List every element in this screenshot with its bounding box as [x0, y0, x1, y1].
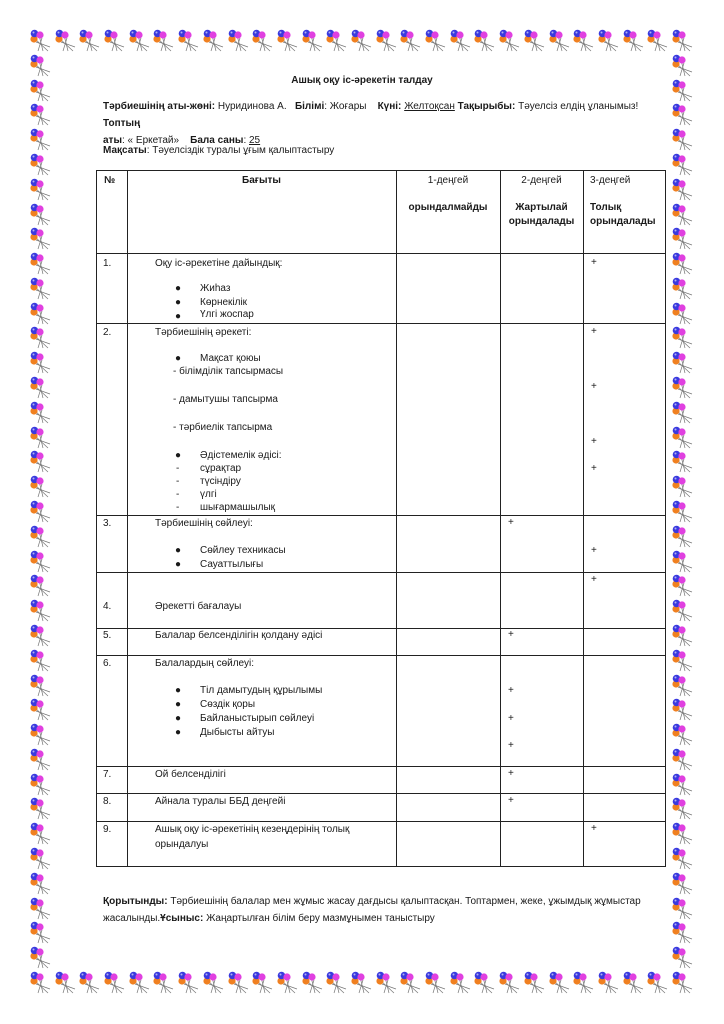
row-divider: [96, 323, 666, 324]
balloon-icon: [30, 773, 52, 797]
row-2-bullet-method: Әдістемелік әдісі:: [200, 450, 282, 461]
balloon-icon: [30, 153, 52, 177]
balloon-icon: [30, 847, 52, 871]
balloon-icon: [277, 971, 299, 995]
row-6-bullet: Тіл дамытудың құрылымы: [200, 685, 323, 696]
row-9-title-1: Ашық оқу іс-әрекетінің кезеңдерінің толық: [155, 824, 350, 835]
balloon-icon: [302, 29, 324, 53]
balloon-icon: [499, 29, 521, 53]
balloon-icon: [30, 500, 52, 524]
header-level3-bottom-1: Толық: [590, 202, 622, 213]
group-label-2: аты: [103, 135, 122, 146]
teacher-label: Тәрбиешінің аты-жөні:: [103, 101, 216, 112]
balloon-icon: [573, 29, 595, 53]
balloon-icon: [178, 29, 200, 53]
balloon-icon: [672, 550, 694, 574]
balloon-icon: [672, 227, 694, 251]
balloon-icon: [672, 475, 694, 499]
table-divider-level1: [500, 170, 501, 866]
row-5-num: 5.: [103, 630, 112, 641]
balloon-icon: [672, 252, 694, 276]
balloon-icon: [672, 723, 694, 747]
balloon-icon: [30, 946, 52, 970]
date-value: Желтоқсан: [404, 101, 455, 112]
bullet-icon: ●: [175, 450, 182, 461]
bullet-icon: ●: [175, 699, 182, 710]
goal-value: : Тәуелсіздік туралы ұғым қалыптастыру: [146, 145, 335, 156]
conclusion-label: Қорытынды:: [103, 896, 168, 907]
suggestion-value: Жаңартылған білім беру мазмұнымен таныстыру: [203, 913, 435, 924]
balloon-icon: [672, 599, 694, 623]
bullet-icon: ●: [175, 545, 182, 556]
row-1-title: Оқу іс-әрекетіне дайындық:: [155, 258, 283, 269]
balloon-icon: [549, 971, 571, 995]
balloon-icon: [30, 822, 52, 846]
row-3-title: Тәрбиешінің сөйлеуі:: [155, 518, 253, 529]
goal-label: Мақсаты: [103, 145, 147, 156]
row-divider: [96, 821, 666, 822]
row-8-num: 8.: [103, 796, 112, 807]
balloon-icon: [326, 971, 348, 995]
balloon-icon: [672, 921, 694, 945]
balloon-icon: [30, 103, 52, 127]
balloon-icon: [400, 971, 422, 995]
balloon-icon: [672, 326, 694, 350]
row-4-mark-level3: +: [591, 574, 597, 585]
balloon-icon: [30, 550, 52, 574]
balloon-icon: [30, 128, 52, 152]
balloon-icon: [672, 624, 694, 648]
row-1-bullet: Көрнекілік: [200, 297, 248, 308]
row-9-num: 9.: [103, 824, 112, 835]
balloon-icon: [30, 376, 52, 400]
date-label: Күні:: [377, 101, 402, 112]
balloon-icon: [672, 698, 694, 722]
balloon-icon: [351, 971, 373, 995]
row-6-num: 6.: [103, 658, 112, 669]
balloon-icon: [55, 29, 77, 53]
balloon-icon: [672, 773, 694, 797]
balloon-icon: [30, 401, 52, 425]
children-label: Бала саны: [190, 135, 244, 146]
balloon-icon: [30, 227, 52, 251]
suggestion-label: Ұсыныс:: [160, 913, 204, 924]
balloon-icon: [30, 450, 52, 474]
balloon-icon: [672, 525, 694, 549]
balloon-icon: [672, 128, 694, 152]
bullet-icon: ●: [175, 559, 182, 570]
header-level2-top: 2-деңгей: [521, 175, 562, 186]
balloon-icon: [30, 723, 52, 747]
balloon-icon: [672, 203, 694, 227]
row-5-title: Балалар белсенділігін қолдану әдісі: [155, 630, 323, 641]
balloon-icon: [672, 649, 694, 673]
header-num: №: [104, 175, 116, 186]
balloon-icon: [672, 971, 694, 995]
dash-icon: -: [176, 463, 180, 474]
balloon-icon: [672, 302, 694, 326]
row-2-mark-level3: +: [591, 436, 597, 447]
row-2-mark-level3: +: [591, 381, 597, 392]
balloon-icon: [30, 897, 52, 921]
balloon-icon: [30, 302, 52, 326]
bullet-icon: ●: [175, 297, 182, 308]
row-6-bullet: Байланыстырып сөйлеуі: [200, 713, 315, 724]
group-label-1: Топтың: [103, 118, 141, 129]
education-label: Білімі: [294, 101, 325, 112]
balloon-icon: [647, 971, 669, 995]
balloon-icon: [524, 29, 546, 53]
row-7-num: 7.: [103, 769, 112, 780]
row-9-title-2: орындалуы: [155, 839, 209, 850]
balloon-icon: [672, 376, 694, 400]
balloon-icon: [623, 971, 645, 995]
balloon-icon: [598, 971, 620, 995]
row-2-subitem: шығармашылық: [200, 502, 276, 513]
row-6-mark-level2: +: [508, 740, 514, 751]
balloon-icon: [30, 525, 52, 549]
topic-value: Тәуелсіз елдің ұланымыз!: [515, 101, 639, 112]
balloon-icon: [30, 426, 52, 450]
row-1-bullet: Жиһаз: [200, 283, 231, 294]
balloon-icon: [203, 29, 225, 53]
header-level3-bottom-2: орындалады: [590, 216, 656, 227]
balloon-icon: [672, 178, 694, 202]
children-value: 25: [249, 135, 261, 146]
balloon-icon: [672, 872, 694, 896]
row-3-bullet: Сауаттылығы: [200, 559, 264, 570]
table-border-right: [665, 170, 666, 866]
balloon-icon: [30, 797, 52, 821]
row-2-mark-level3: +: [591, 326, 597, 337]
header-level1-top: 1-деңгей: [427, 175, 469, 186]
footer-block: [103, 893, 663, 927]
row-2-title: Тәрбиешінің әрекеті:: [155, 327, 252, 338]
balloon-icon: [30, 178, 52, 202]
balloon-icon: [672, 277, 694, 301]
balloon-icon: [129, 971, 151, 995]
balloon-icon: [598, 29, 620, 53]
balloon-icon: [30, 277, 52, 301]
balloon-icon: [376, 971, 398, 995]
row-2-subitem: түсіндіру: [200, 476, 241, 487]
balloon-icon: [326, 29, 348, 53]
balloon-icon: [228, 971, 250, 995]
row-divider: [96, 253, 666, 254]
bullet-icon: ●: [175, 353, 182, 364]
balloon-icon: [79, 29, 101, 53]
balloon-icon: [672, 426, 694, 450]
row-2-dash-3: - тәрбиелік тапсырма: [173, 422, 273, 433]
balloon-icon: [30, 351, 52, 375]
row-2-dash-2: - дамытушы тапсырма: [173, 394, 278, 405]
balloon-icon: [30, 475, 52, 499]
balloon-icon: [277, 29, 299, 53]
balloon-icon: [450, 971, 472, 995]
balloon-icon: [30, 203, 52, 227]
row-divider: [96, 515, 666, 516]
balloon-icon: [30, 698, 52, 722]
balloon-icon: [672, 897, 694, 921]
row-2-subitem: үлгі: [200, 489, 217, 500]
balloon-icon: [153, 971, 175, 995]
row-6-mark-level2: +: [508, 713, 514, 724]
goal-line: [103, 145, 334, 156]
header-level2-bottom-2: орындалады: [508, 216, 575, 227]
topic-label: Тақырыбы:: [457, 101, 516, 112]
balloon-icon: [425, 29, 447, 53]
balloon-icon: [104, 971, 126, 995]
balloon-icon: [672, 401, 694, 425]
row-2-dash-1: - білімділік тапсырмасы: [173, 366, 284, 377]
balloon-icon: [425, 971, 447, 995]
row-1-num: 1.: [103, 258, 112, 269]
header-level1-bottom: орындалмайды: [408, 202, 488, 213]
row-7-title: Ой белсенділігі: [155, 769, 226, 780]
row-3-mark-level3: +: [591, 545, 597, 556]
row-9-mark-level3: +: [591, 823, 597, 834]
balloon-icon: [672, 946, 694, 970]
balloon-icon: [30, 674, 52, 698]
balloon-icon: [252, 971, 274, 995]
balloon-icon: [129, 29, 151, 53]
balloon-icon: [400, 29, 422, 53]
table-border-left: [96, 170, 97, 866]
balloon-icon: [623, 29, 645, 53]
row-3-mark-level2: +: [508, 517, 514, 528]
row-5-mark-level2: +: [508, 629, 514, 640]
conclusion-value: Тәрбиешінің балалар мен жұмыс жасау дағдысы қалыптасқан. Топтармен, жеке, ұжымдық жұмыстар жасалынды.: [103, 896, 641, 924]
balloon-icon: [104, 29, 126, 53]
balloon-icon: [178, 971, 200, 995]
balloon-icon: [30, 252, 52, 276]
dash-icon: -: [176, 502, 180, 513]
balloon-icon: [30, 599, 52, 623]
balloon-icon: [524, 971, 546, 995]
header-direction: Бағыты: [242, 175, 281, 186]
balloon-icon: [573, 971, 595, 995]
balloon-icon: [30, 326, 52, 350]
balloon-icon: [672, 351, 694, 375]
balloon-icon: [30, 872, 52, 896]
row-4-num: 4.: [103, 601, 112, 612]
balloon-icon: [672, 450, 694, 474]
balloon-icon: [55, 971, 77, 995]
table-divider-num: [127, 170, 128, 866]
dash-icon: -: [176, 489, 180, 500]
balloon-icon: [474, 29, 496, 53]
balloon-icon: [672, 103, 694, 127]
row-3-bullet: Сөйлеу техникасы: [200, 545, 286, 556]
balloon-icon: [30, 971, 52, 995]
row-6-mark-level2: +: [508, 685, 514, 696]
header-level2-bottom-1: Жартылай: [515, 202, 568, 213]
education-value: : Жоғары: [324, 101, 367, 112]
group-value: : « Еркетай»: [122, 135, 180, 146]
balloon-icon: [252, 29, 274, 53]
bullet-icon: ●: [175, 685, 182, 696]
balloon-icon: [30, 29, 52, 53]
balloon-icon: [672, 574, 694, 598]
balloon-icon: [672, 748, 694, 772]
info-block: [103, 98, 663, 149]
row-1-mark-level3: +: [591, 257, 597, 268]
row-2-subitem: сұрақтар: [200, 463, 242, 474]
bullet-icon: ●: [175, 727, 182, 738]
balloon-icon: [499, 971, 521, 995]
balloon-icon: [672, 153, 694, 177]
balloon-icon: [228, 29, 250, 53]
row-6-title: Балалардың сөйлеуі:: [155, 658, 255, 669]
row-divider: [96, 793, 666, 794]
row-2-bullet-goal: Мақсат қоюы: [200, 353, 261, 364]
balloon-icon: [30, 574, 52, 598]
bullet-icon: ●: [175, 311, 182, 322]
balloon-icon: [450, 29, 472, 53]
balloon-icon: [672, 797, 694, 821]
balloon-icon: [376, 29, 398, 53]
children-colon: :: [243, 135, 249, 146]
balloon-icon: [672, 822, 694, 846]
row-8-mark-level2: +: [508, 795, 514, 806]
row-7-mark-level2: +: [508, 768, 514, 779]
row-6-bullet: Сөздік қоры: [200, 699, 256, 710]
teacher-value: Нуридинова А.: [215, 101, 287, 112]
header-level3-top: 3-деңгей: [590, 175, 631, 186]
balloon-icon: [672, 674, 694, 698]
balloon-icon: [153, 29, 175, 53]
row-2-mark-level3: +: [591, 463, 597, 474]
balloon-icon: [549, 29, 571, 53]
row-4-title: Әрекетті бағалауы: [155, 601, 242, 612]
balloon-icon: [30, 748, 52, 772]
balloon-icon: [647, 29, 669, 53]
balloon-icon: [302, 971, 324, 995]
balloon-icon: [351, 29, 373, 53]
dash-icon: -: [176, 476, 180, 487]
balloon-icon: [672, 847, 694, 871]
balloon-icon: [30, 624, 52, 648]
balloon-icon: [474, 971, 496, 995]
balloon-icon: [203, 971, 225, 995]
row-6-bullet: Дыбысты айтуы: [200, 727, 275, 738]
row-1-bullet: Үлгі жоспар: [200, 309, 254, 320]
table-divider-direction: [396, 170, 397, 866]
bullet-icon: ●: [175, 713, 182, 724]
balloon-icon: [30, 649, 52, 673]
row-2-num: 2.: [103, 327, 112, 338]
balloon-icon: [79, 971, 101, 995]
table-border-bottom: [96, 866, 666, 867]
row-8-title: Айнала туралы ББД деңгейі: [155, 796, 286, 807]
table-divider-level2: [583, 170, 584, 866]
balloon-icon: [30, 921, 52, 945]
document-title: Ашық оқу іс-әрекетін талдау: [291, 75, 433, 86]
row-divider: [96, 655, 666, 656]
balloon-icon: [672, 500, 694, 524]
balloon-icon: [672, 29, 694, 53]
table-border-top: [96, 170, 666, 171]
row-3-num: 3.: [103, 518, 112, 529]
row-divider: [96, 572, 666, 573]
row-divider: [96, 766, 666, 767]
bullet-icon: ●: [175, 283, 182, 294]
